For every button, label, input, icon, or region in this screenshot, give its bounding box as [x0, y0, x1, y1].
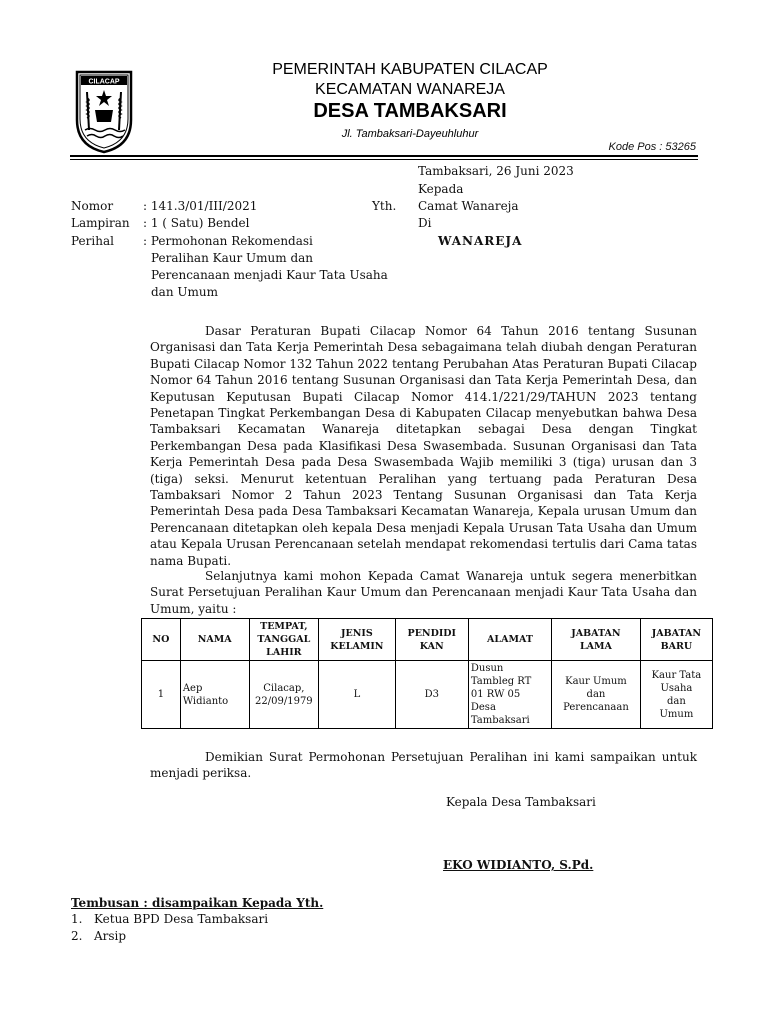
- tembusan-num-1: 1.: [71, 912, 83, 926]
- table-row: [142, 661, 713, 729]
- kepada-label: Kepada: [418, 182, 464, 196]
- transfer-table: [141, 618, 713, 729]
- letterhead-government: PEMERINTAH KABUPATEN CILACAP: [272, 61, 548, 78]
- header-divider-thin: [70, 159, 698, 160]
- header-jabatan-baru: JABATAN BARU: [640, 619, 712, 661]
- yth-label: Yth.: [372, 199, 397, 213]
- header-no: NO: [142, 619, 181, 661]
- header-jabatan-lama: JABATAN LAMA: [552, 619, 641, 661]
- body-paragraph-2: Selanjutnya kami mohon Kepada Camat Wanareja untuk segera menerbitkan Surat Persetujuan Peralihan Kaur Umum dan Perencanaan menjadi Kaur Tata Usaha dan Umum, yaitu :: [150, 569, 697, 616]
- tembusan-item-1: Ketua BPD Desa Tambaksari: [94, 912, 269, 926]
- cell-ttl: Cilacap, 22/09/1979: [249, 661, 319, 729]
- nomor-label: Nomor: [71, 199, 114, 213]
- cell-jabatan-baru: Kaur Tata Usaha dan Umum: [640, 661, 712, 729]
- signature-name: EKO WIDIANTO, S.Pd.: [443, 858, 594, 872]
- di-label: Di: [418, 216, 432, 230]
- cell-nama: Aep Widianto: [180, 661, 249, 729]
- letterhead-village: DESA TAMBAKSARI: [313, 100, 507, 122]
- tembusan-title: Tembusan : disampaikan Kepada Yth.: [71, 896, 324, 910]
- tembusan-num-2: 2.: [71, 929, 83, 943]
- header-divider-thick: [70, 155, 698, 157]
- perihal-label: Perihal: [71, 234, 114, 248]
- cilacap-regency-logo: [75, 70, 133, 154]
- cell-pendidikan: D3: [395, 661, 468, 729]
- svg-text:CILACAP: CILACAP: [88, 78, 120, 86]
- header-nama: NAMA: [180, 619, 249, 661]
- letterhead-district: KECAMATAN WANAREJA: [315, 81, 505, 98]
- cell-no: 1: [142, 661, 181, 729]
- postal-code: Kode Pos : 53265: [608, 141, 696, 153]
- signature-title: Kepala Desa Tambaksari: [446, 795, 596, 809]
- body-paragraph-3: Demikian Surat Permohonan Persetujuan Peralihan ini kami sampaikan untuk menjadi periksa.: [150, 750, 697, 781]
- table-header-row: [142, 619, 713, 661]
- recipient: Camat Wanareja: [418, 199, 519, 213]
- tembusan-item-2: Arsip: [94, 929, 127, 943]
- letterhead-address: Jl. Tambaksari-Dayeuhluhur: [341, 128, 479, 140]
- lampiran-value: : 1 ( Satu) Bendel: [143, 216, 250, 230]
- header-pendidikan: PENDIDI KAN: [395, 619, 468, 661]
- nomor-value: : 141.3/01/III/2021: [143, 199, 258, 213]
- body-paragraph-1: Dasar Peraturan Bupati Cilacap Nomor 64 Tahun 2016 tentang Susunan Organisasi dan Tata Kerja Pemerintah Desa sebagaimana telah diubah dengan Peraturan Bupati Cilacap Nomor 132 Tahun 2022 tentang Perubahan Atas Peraturan Bupati Cilacap Nomor 64 Tahun 2016 tentang Susunan Organisasi dan Tata Kerja Pemerintah Desa, dan Keputusan Keputusan Bupati Cilacap Nomor 414.1/221/29/TAHUN 2023 tentang Penetapan Tingkat Perkembangan Desa di Kabupaten Cilacap menyebutkan bahwa Desa Tambaksari Kecamatan Wanareja ditetapkan sebagai Desa dengan Tingkat Perkembangan Desa pada Klasifikasi Desa Swasembada. Susunan Organisasi dan Tata Kerja Pemerintah Desa pada Desa Swasembada Wajib memiliki 3 (tiga) urusan dan 3 (tiga) seksi. Menurut ketentuan Peralihan yang tertuang pada Peraturan Desa Tambaksari Nomor 2 Tahun 2023 Tentang Susunan Organisasi dan Tata Kerja Pemerintah Desa pada Desa Tambaksari Kecamatan Wanareja, Kepala urusan Umum dan Perencanaan ditetapkan oleh kepala Desa menjadi Kepala Urusan Tata Usaha dan Umum atau Kepala Urusan Perencanaan setelah mendapat rekomendasi tertulis dari Cama tatas nama Bupati.: [150, 324, 697, 568]
- lampiran-label: Lampiran: [71, 216, 130, 230]
- cell-alamat: Dusun Tambleg RT 01 RW 05 Desa Tambaksari: [468, 661, 551, 729]
- recipient-place: WANAREJA: [438, 234, 523, 248]
- header-ttl: TEMPAT, TANGGAL LAHIR: [249, 619, 319, 661]
- cell-jenis-kelamin: L: [319, 661, 396, 729]
- perihal-line-2: Peralihan Kaur Umum dan: [151, 251, 314, 265]
- perihal-line-4: dan Umum: [151, 285, 218, 299]
- header-alamat: ALAMAT: [468, 619, 551, 661]
- perihal-line-1: : Permohonan Rekomendasi: [143, 234, 313, 248]
- perihal-line-3: Perencanaan menjadi Kaur Tata Usaha: [151, 268, 388, 282]
- header-jenis-kelamin: JENIS KELAMIN: [319, 619, 396, 661]
- cell-jabatan-lama: Kaur Umum dan Perencanaan: [552, 661, 641, 729]
- letter-date: Tambaksari, 26 Juni 2023: [418, 164, 574, 178]
